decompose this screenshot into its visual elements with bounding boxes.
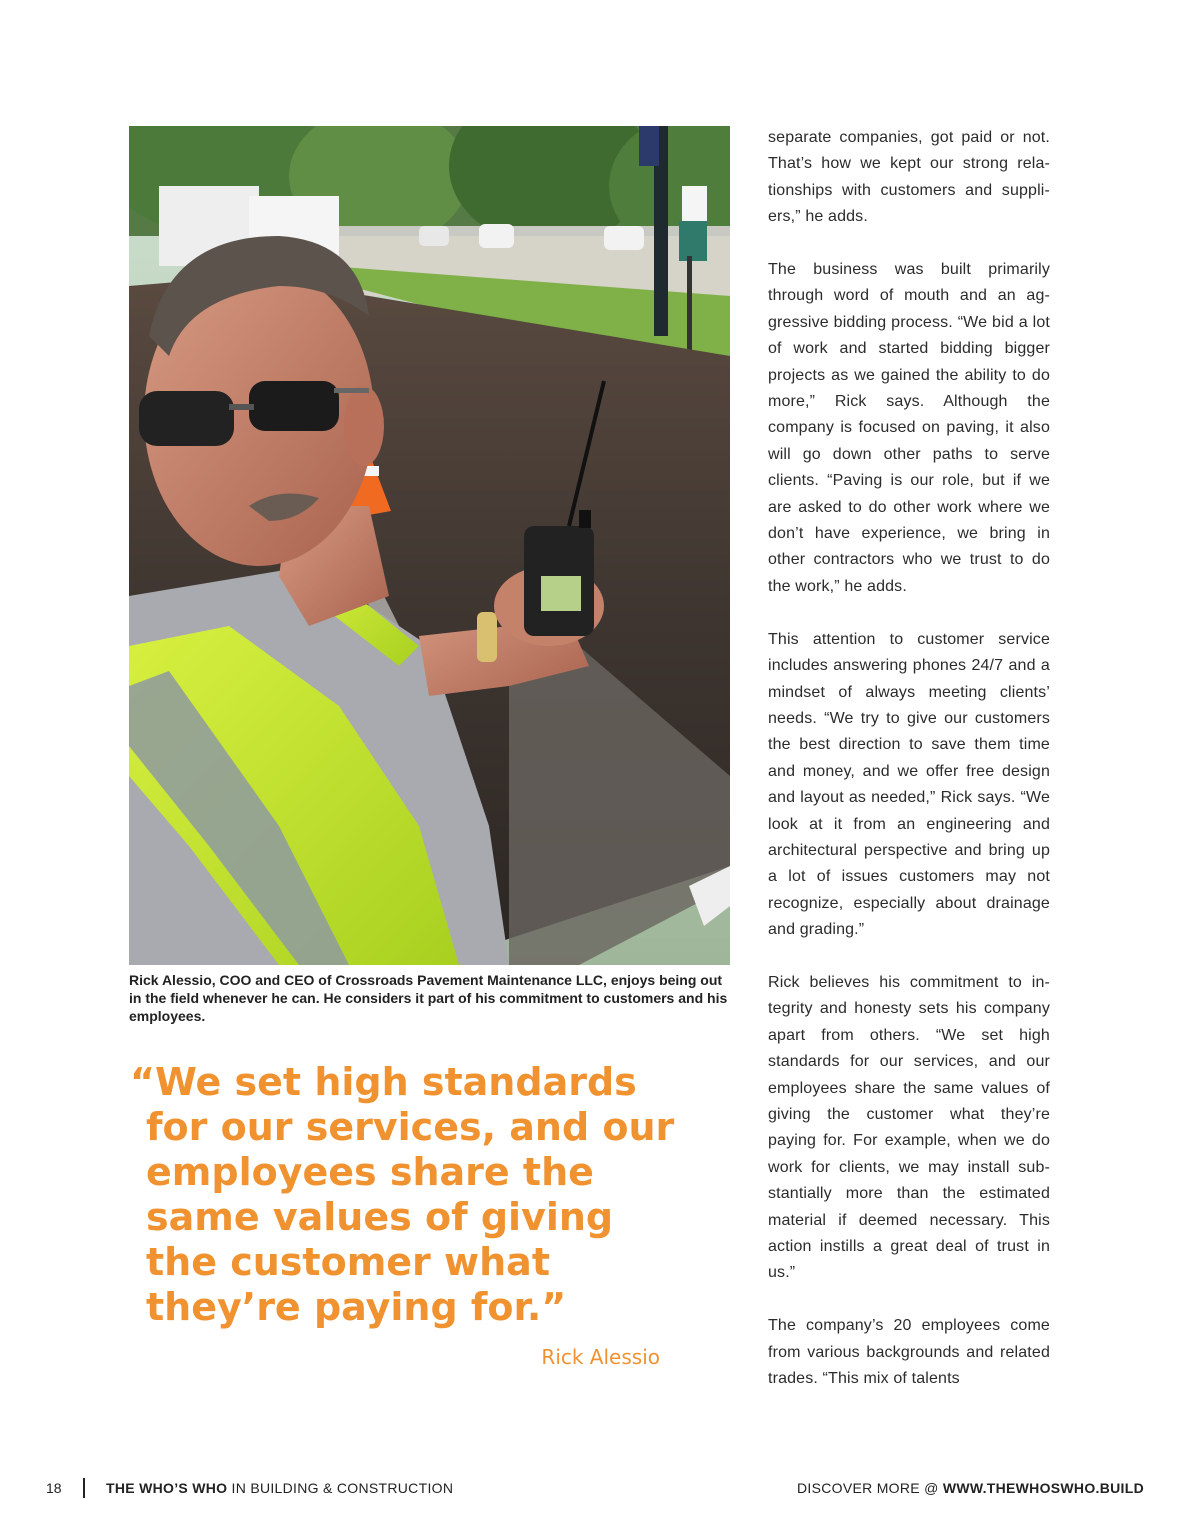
page-number: 18 — [46, 1480, 62, 1496]
discover-label: DISCOVER MORE @ — [797, 1480, 943, 1496]
pull-quote-text: “We set high standards for our services, and our employees share the same values of giving the customer what they’re paying for.” — [130, 1060, 675, 1329]
pull-quote-attribution: Rick Alessio — [541, 1345, 660, 1369]
body-paragraph: The business was built primarily through word of mouth and an ag-gressive bidding process. “We bid a lot of work and started bidding bigger projects as we gained the ability to do more,” Rick says. Although the company is focused on paving, it also will go down other paths to serve clients. “Paving is our role, but if we are asked to do other work where we don’t have experience, we bring in other contractors who we trust to do the work,” he adds. — [768, 261, 1050, 595]
body-paragraph: Rick believes his commitment to in-tegrity and honesty sets his company apart from others. “We set high standards for our services, and our employees share the same values of giving the customer what they’re paying for. For example, when we do work for clients, we may install sub-stantially more than the estimated material if deemed necessary. This action instills a great deal of trust in us.” — [768, 973, 1050, 1282]
body-paragraph: separate companies, got paid or not. That’s how we kept our strong rela-tionships with customers and suppli-ers,” he adds. — [768, 129, 1050, 226]
body-paragraph: The company’s 20 employees come from various backgrounds and related trades. “This mix of talents — [768, 1317, 1050, 1388]
article-body-column — [768, 125, 1050, 1419]
magazine-title — [106, 1480, 453, 1496]
pull-quote — [130, 1060, 690, 1330]
discover-url-link[interactable]: WWW.THEWHOSWHO.BUILD — [942, 1480, 1144, 1496]
magazine-title-bold: THE WHO’S WHO — [106, 1480, 228, 1496]
footer-divider — [83, 1478, 85, 1498]
discover-more — [797, 1480, 1144, 1496]
body-paragraph: This attention to customer service includes answering phones 24/7 and a mindset of always meeting clients’ needs. “We try to give our customers the best direction to save them time and money, and we offer free design and layout as needed,” Rick says. “We look at it from an engineering and architectural perspective and bring up a lot of issues customers may not recognize, especially about drainage and grading.” — [768, 630, 1050, 939]
magazine-title-rest: IN BUILDING & CONSTRUCTION — [227, 1480, 454, 1496]
page-footer — [0, 1478, 1200, 1500]
photo-caption: Rick Alessio, COO and CEO of Crossroads Pavement Maintenance LLC, enjoys being out in the field whenever he can. He considers it part of his commitment to customers and his employees. — [129, 972, 728, 1024]
article-photo — [129, 126, 730, 965]
photo-man-with-radio-icon — [129, 126, 730, 965]
